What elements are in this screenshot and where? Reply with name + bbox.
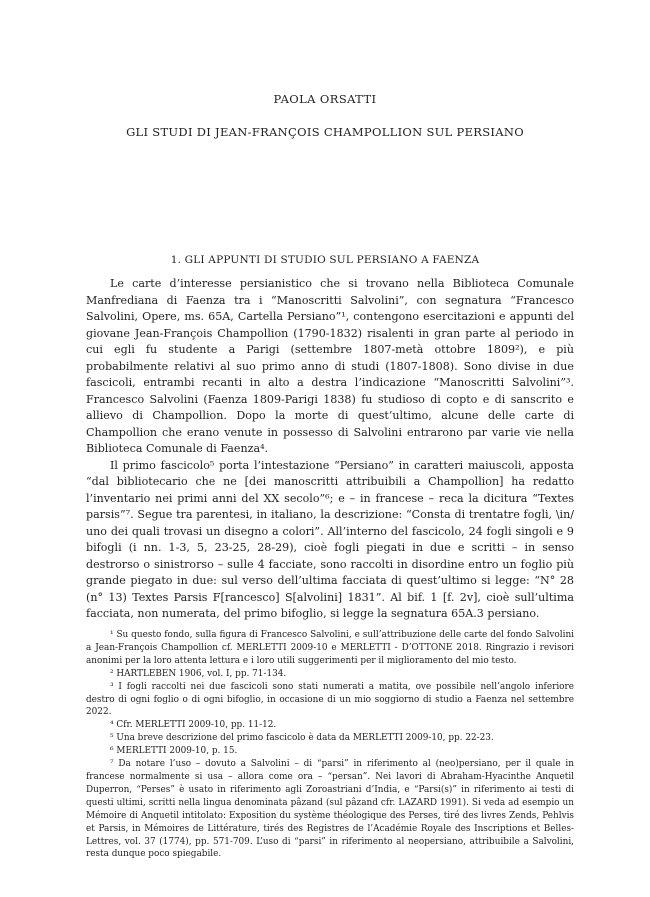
footnote: ⁴ Cfr. MERLETTI 2009-10, pp. 11-12. <box>110 720 277 731</box>
article-title: GLI STUDI DI JEAN-FRANÇOIS CHAMPOLLION SUL PERSIANO <box>126 125 524 139</box>
paragraph: Il primo fascicolo⁵ porta l’intestazione “Persiano” in caratteri maiuscoli, apposta “dal bibliotecario che ne [dei manoscritti attribuibili a Champollion] ha redatto l’inventario nei primi anni del XX secolo”⁶; e – in francese – reca la dicitura “Textes parsis”⁷. Segue tra parentesi, in italiano, la descrizione: “Consta di trentatre fogli, \in/ uno dei quali trovasi un disegno a colori”. All’interno del fascicolo, 24 fogli singoli e 9 bifogli (i nn. 1-3, 5, 23-25, 28-29), cioè fogli piegati in due e scritti – in senso destrorso o sinistrorso – sulle 4 facciate, sono raccolti in disordine entro un foglio più grande piegato in due: sul verso dell’ultima facciata di quest’ultimo si legge: “N° 28 (n° 13) Textes Parsis F[rancesco] S[alvolini] 1831”. Al bif. 1 [f. 2v], cioè sull’ultima facciata, non numerata, del primo bifoglio, si legge la segnatura 65A.3 persiano. <box>86 458 574 620</box>
footnote: ⁵ Una breve descrizione del primo fascicolo è data da MERLETTI 2009-10, pp. 22-23. <box>110 733 494 744</box>
footnotes <box>86 629 574 861</box>
author-name: PAOLA ORSATTI <box>273 92 377 106</box>
footnote: ⁷ Da notare l’uso – dovuto a Salvolini – di “parsi” in riferimento al (neo)persiano, per il quale in francese normalmente si usa – allora come ora – “persan”. Nei lavori di Abraham-Hyacinthe Anquetil Duperron, “Perses” è usato in riferimento agli Zoroastriani d’India, e “Parsi(s)” in riferimento ai testi di questi ultimi, scritti nella lingua denominata pâzand (sul pâzand cfr. LAZARD 1991). Si veda ad esempio un Mémoire di Anquetil intitolato: Exposition du système théologique des Perses, tiré des livres Zends, Pehlvis et Parsis, in Mémoires de Littérature, tirés des Registres de l’Académie Royale des Inscriptions et Belles-Lettres, vol. 37 (1774), pp. 571-709. L’uso di “parsi” in riferimento al neopersiano, attribuibile a Salvolini, resta dunque poco spiegabile. <box>86 759 574 860</box>
footnote: ¹ Su questo fondo, sulla figura di Francesco Salvolini, e sull’attribuzione delle carte del fondo Salvolini a Jean-François Champollion cf. MERLETTI 2009-10 e MERLETTI - D’OTTONE 2018. Ringrazio i revisori anonimi per la loro attenta lettura e i loro utili suggerimenti per il miglioramento del mio testo. <box>86 630 574 666</box>
footnote: ² HARTLEBEN 1906, vol. I, pp. 71-134. <box>110 668 287 679</box>
paragraph: Le carte d’interesse persianistico che si trovano nella Biblioteca Comunale Manfrediana di Faenza tra i “Manoscritti Salvolini”, con segnatura “Francesco Salvolini, Opere, ms. 65A, Cartella Persiano”¹, contengono esercitazioni e appunti del giovane Jean-François Champollion (1790-1832) risalenti in gran parte al periodo in cui egli fu studente a Parigi (settembre 1807-metà ottobre 1809²), e più probabilmente relativi al suo primo anno di studi (1807-1808). Sono divise in due fascicoli, entrambi recanti in alto a destra l’indicazione “Manoscritti Salvolini”³. Francesco Salvolini (Faenza 1809-Parigi 1838) fu studioso di copto e di sanscrito e allievo di Champollion. Dopo la morte di quest’ultimo, alcune delle carte di Champollion che erano venute in possesso di Salvolini entrarono par varie vie nella Biblioteca Comunale di Faenza⁴. <box>86 277 574 455</box>
section-heading: 1. GLI APPUNTI DI STUDIO SUL PERSIANO A FAENZA <box>170 254 480 266</box>
body-text <box>86 276 574 623</box>
footnote: ³ I fogli raccolti nei due fascicoli sono stati numerati a matita, ove possibile nell’angolo inferiore destro di ogni foglio o di ogni bifoglio, in occasione di un mio soggiorno di studio a Faenza nel settembre 2022. <box>86 681 574 718</box>
footnote: ⁶ MERLETTI 2009-10, p. 15. <box>110 746 238 757</box>
